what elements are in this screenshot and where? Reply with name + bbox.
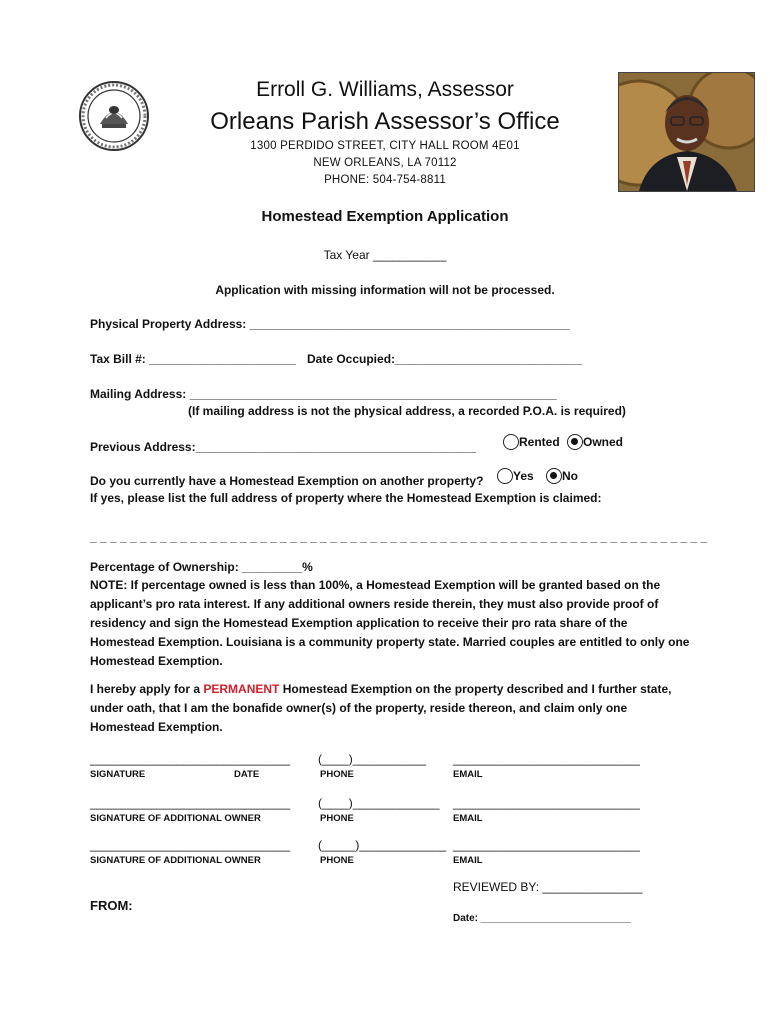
additional-owner-phone-line-2[interactable]: (_____)_____________ [318,838,447,852]
if-yes-instruction: If yes, please list the full address of property where the Homestead Exemption is claimed: [90,491,602,505]
mailing-address-note: (If mailing address is not the physical address, a recorded P.O.A. is required) [188,404,626,418]
rented-option[interactable] [503,434,560,450]
additional-owner-label: SIGNATURE OF ADDITIONAL OWNER [90,813,261,824]
rented-radio[interactable] [503,434,519,450]
previous-address-field[interactable]: Previous Address:__________________________________________ [90,440,476,454]
missing-info-warning: Application with missing information will not be processed. [215,283,555,297]
office-address-line1: 1300 PERDIDO STREET, CITY HALL ROOM 4E01 [250,140,520,152]
date-label: DATE [234,769,260,780]
ownership-note: NOTE: If percentage owned is less than 100%, a Homestead Exemption will be granted based on the applicant’s pro rata interest. If any additional owners reside therein, they must also provide proof of residency and sign the Homestead Exemption application to receive their pro rata share of the Homestead Exemption. Louisiana is a community property state. Married couples are entitled to only one Homestead Exemption. [90,578,690,668]
other-property-address-line[interactable]: _ _ _ _ _ _ _ _ _ _ _ _ _ _ _ _ _ _ _ _ _ _ _ _ _ _ _ _ _ _ _ _ _ _ _ _ _ _ _ _ _ _ _ _ _ _ _ _ _ _ _ _ _ _ _ _ _ _ _ _ _ _ [90,530,708,544]
additional-owner-email-line[interactable]: ____________________________ [453,796,640,810]
mailing-address-field[interactable]: Mailing Address: _______________________________________________________ [90,387,557,401]
rented-label: Rented [519,435,560,449]
tax-bill-field[interactable]: Tax Bill #: ______________________ [90,352,296,366]
owned-radio[interactable] [567,434,583,450]
email-label-2: EMAIL [453,813,483,824]
office-name: Orleans Parish Assessor’s Office [210,108,560,135]
email-label: EMAIL [453,769,483,780]
physical-address-field[interactable]: Physical Property Address: ________________________________________________ [90,317,570,331]
oath-post: Homestead Exemption on the property described and I further state, under oath, that I am the bonafide owner(s) of the property, reside thereon, and claim only one Homestead Exemption. [90,682,672,734]
no-radio[interactable] [546,468,562,484]
review-date-field[interactable]: Date: ___________________________ [453,913,631,924]
additional-owner-email-line-2[interactable]: ____________________________ [453,838,640,852]
owned-option[interactable] [567,434,623,450]
yes-option[interactable] [497,468,534,484]
owned-label: Owned [583,435,624,449]
date-occupied-field[interactable]: Date Occupied:____________________________ [307,352,582,366]
email-label-3: EMAIL [453,855,483,866]
phone-label: PHONE [320,769,354,780]
phone-line[interactable]: (____)___________ [318,752,427,766]
email-line[interactable]: ____________________________ [453,752,640,766]
permanent-highlight: PERMANENT [203,682,280,696]
additional-owner-signature-line[interactable]: ______________________________ [90,796,291,810]
form-title: Homestead Exemption Application [261,208,509,225]
ownership-percentage-field[interactable]: Percentage of Ownership: _________% [90,560,313,574]
additional-owner-phone-line[interactable]: (____)_____________ [318,796,440,810]
office-phone: PHONE: 504-754-8811 [324,174,446,186]
yes-radio[interactable] [497,468,513,484]
no-label: No [562,469,578,483]
signature-label: SIGNATURE [90,769,146,780]
additional-owner-label-2: SIGNATURE OF ADDITIONAL OWNER [90,855,261,866]
tax-year-field[interactable]: Tax Year ___________ [323,248,447,262]
reviewed-by-field[interactable]: REVIEWED BY: _______________ [453,880,643,894]
additional-owner-signature-line-2[interactable]: ______________________________ [90,838,291,852]
oath-statement [90,680,690,737]
phone-label-2: PHONE [320,813,354,824]
assessor-name: Erroll G. Williams, Assessor [256,78,514,101]
yes-label: Yes [513,469,534,483]
phone-label-3: PHONE [320,855,354,866]
homestead-question: Do you currently have a Homestead Exemption on another property? [90,474,484,488]
oath-pre: I hereby apply for a [90,682,204,696]
signature-line[interactable]: ______________________________ [90,752,291,766]
office-address-line2: NEW ORLEANS, LA 70112 [313,157,457,169]
no-option[interactable] [546,468,578,484]
from-label: FROM: [90,898,133,913]
